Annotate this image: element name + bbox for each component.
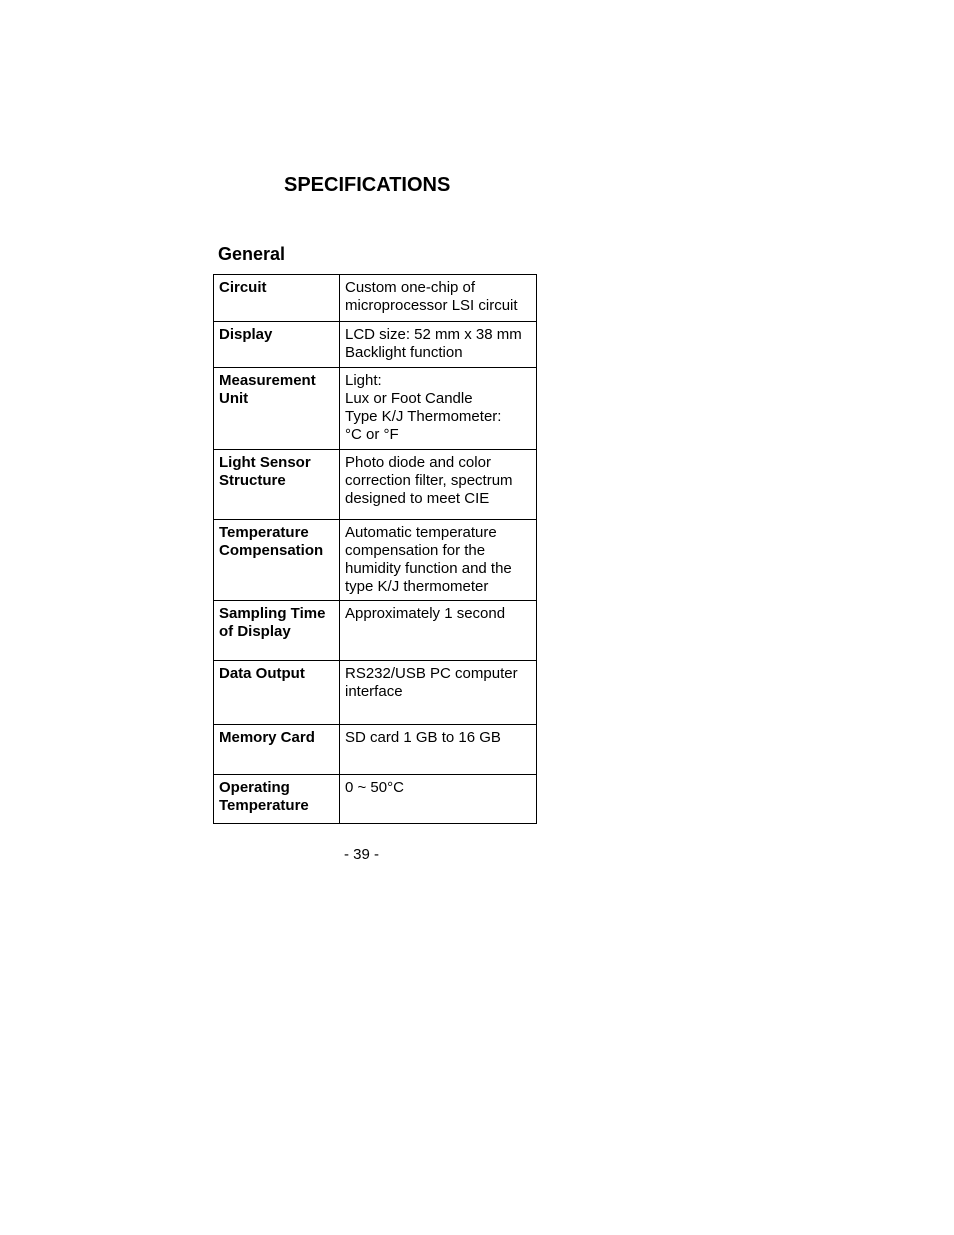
spec-value-display: LCD size: 52 mm x 38 mm Backlight function (340, 322, 537, 368)
spec-value-light-sensor-structure: Photo diode and color correction filter, spectrum designed to meet CIE (340, 450, 537, 520)
table-row (214, 661, 537, 725)
table-row (214, 775, 537, 824)
spec-value-temperature-compensation: Automatic temperature compensation for the humidity function and the type K/J thermometer (340, 520, 537, 601)
section-title-general: General (218, 244, 286, 264)
spec-label-data-output: Data Output (214, 661, 340, 725)
spec-label-measurement-unit: Measurement Unit (214, 368, 340, 450)
spec-label-temperature-compensation: Temperature Compensation (214, 520, 340, 601)
spec-value-operating-temperature: 0 ~ 50°C (340, 775, 537, 824)
page-title: SPECIFICATIONS (284, 174, 451, 196)
table-row (214, 275, 537, 322)
spec-label-light-sensor-structure: Light Sensor Structure (214, 450, 340, 520)
table-row (214, 368, 537, 450)
spec-value-sampling-time: Approximately 1 second (340, 601, 537, 661)
table-row (214, 322, 537, 368)
table-row (214, 520, 537, 601)
table-row (214, 725, 537, 775)
spec-value-memory-card: SD card 1 GB to 16 GB (340, 725, 537, 775)
spec-value-measurement-unit: Light: Lux or Foot Candle Type K/J Thermometer: °C or °F (340, 368, 537, 450)
spec-value-circuit: Custom one-chip of microprocessor LSI circuit (340, 275, 537, 322)
specifications-table (213, 274, 537, 824)
spec-label-circuit: Circuit (214, 275, 340, 322)
spec-label-sampling-time: Sampling Time of Display (214, 601, 340, 661)
table-row (214, 450, 537, 520)
table-row (214, 601, 537, 661)
spec-label-memory-card: Memory Card (214, 725, 340, 775)
spec-value-data-output: RS232/USB PC computer interface (340, 661, 537, 725)
page-number: - 39 - (344, 846, 380, 863)
spec-label-operating-temperature: Operating Temperature (214, 775, 340, 824)
spec-label-display: Display (214, 322, 340, 368)
